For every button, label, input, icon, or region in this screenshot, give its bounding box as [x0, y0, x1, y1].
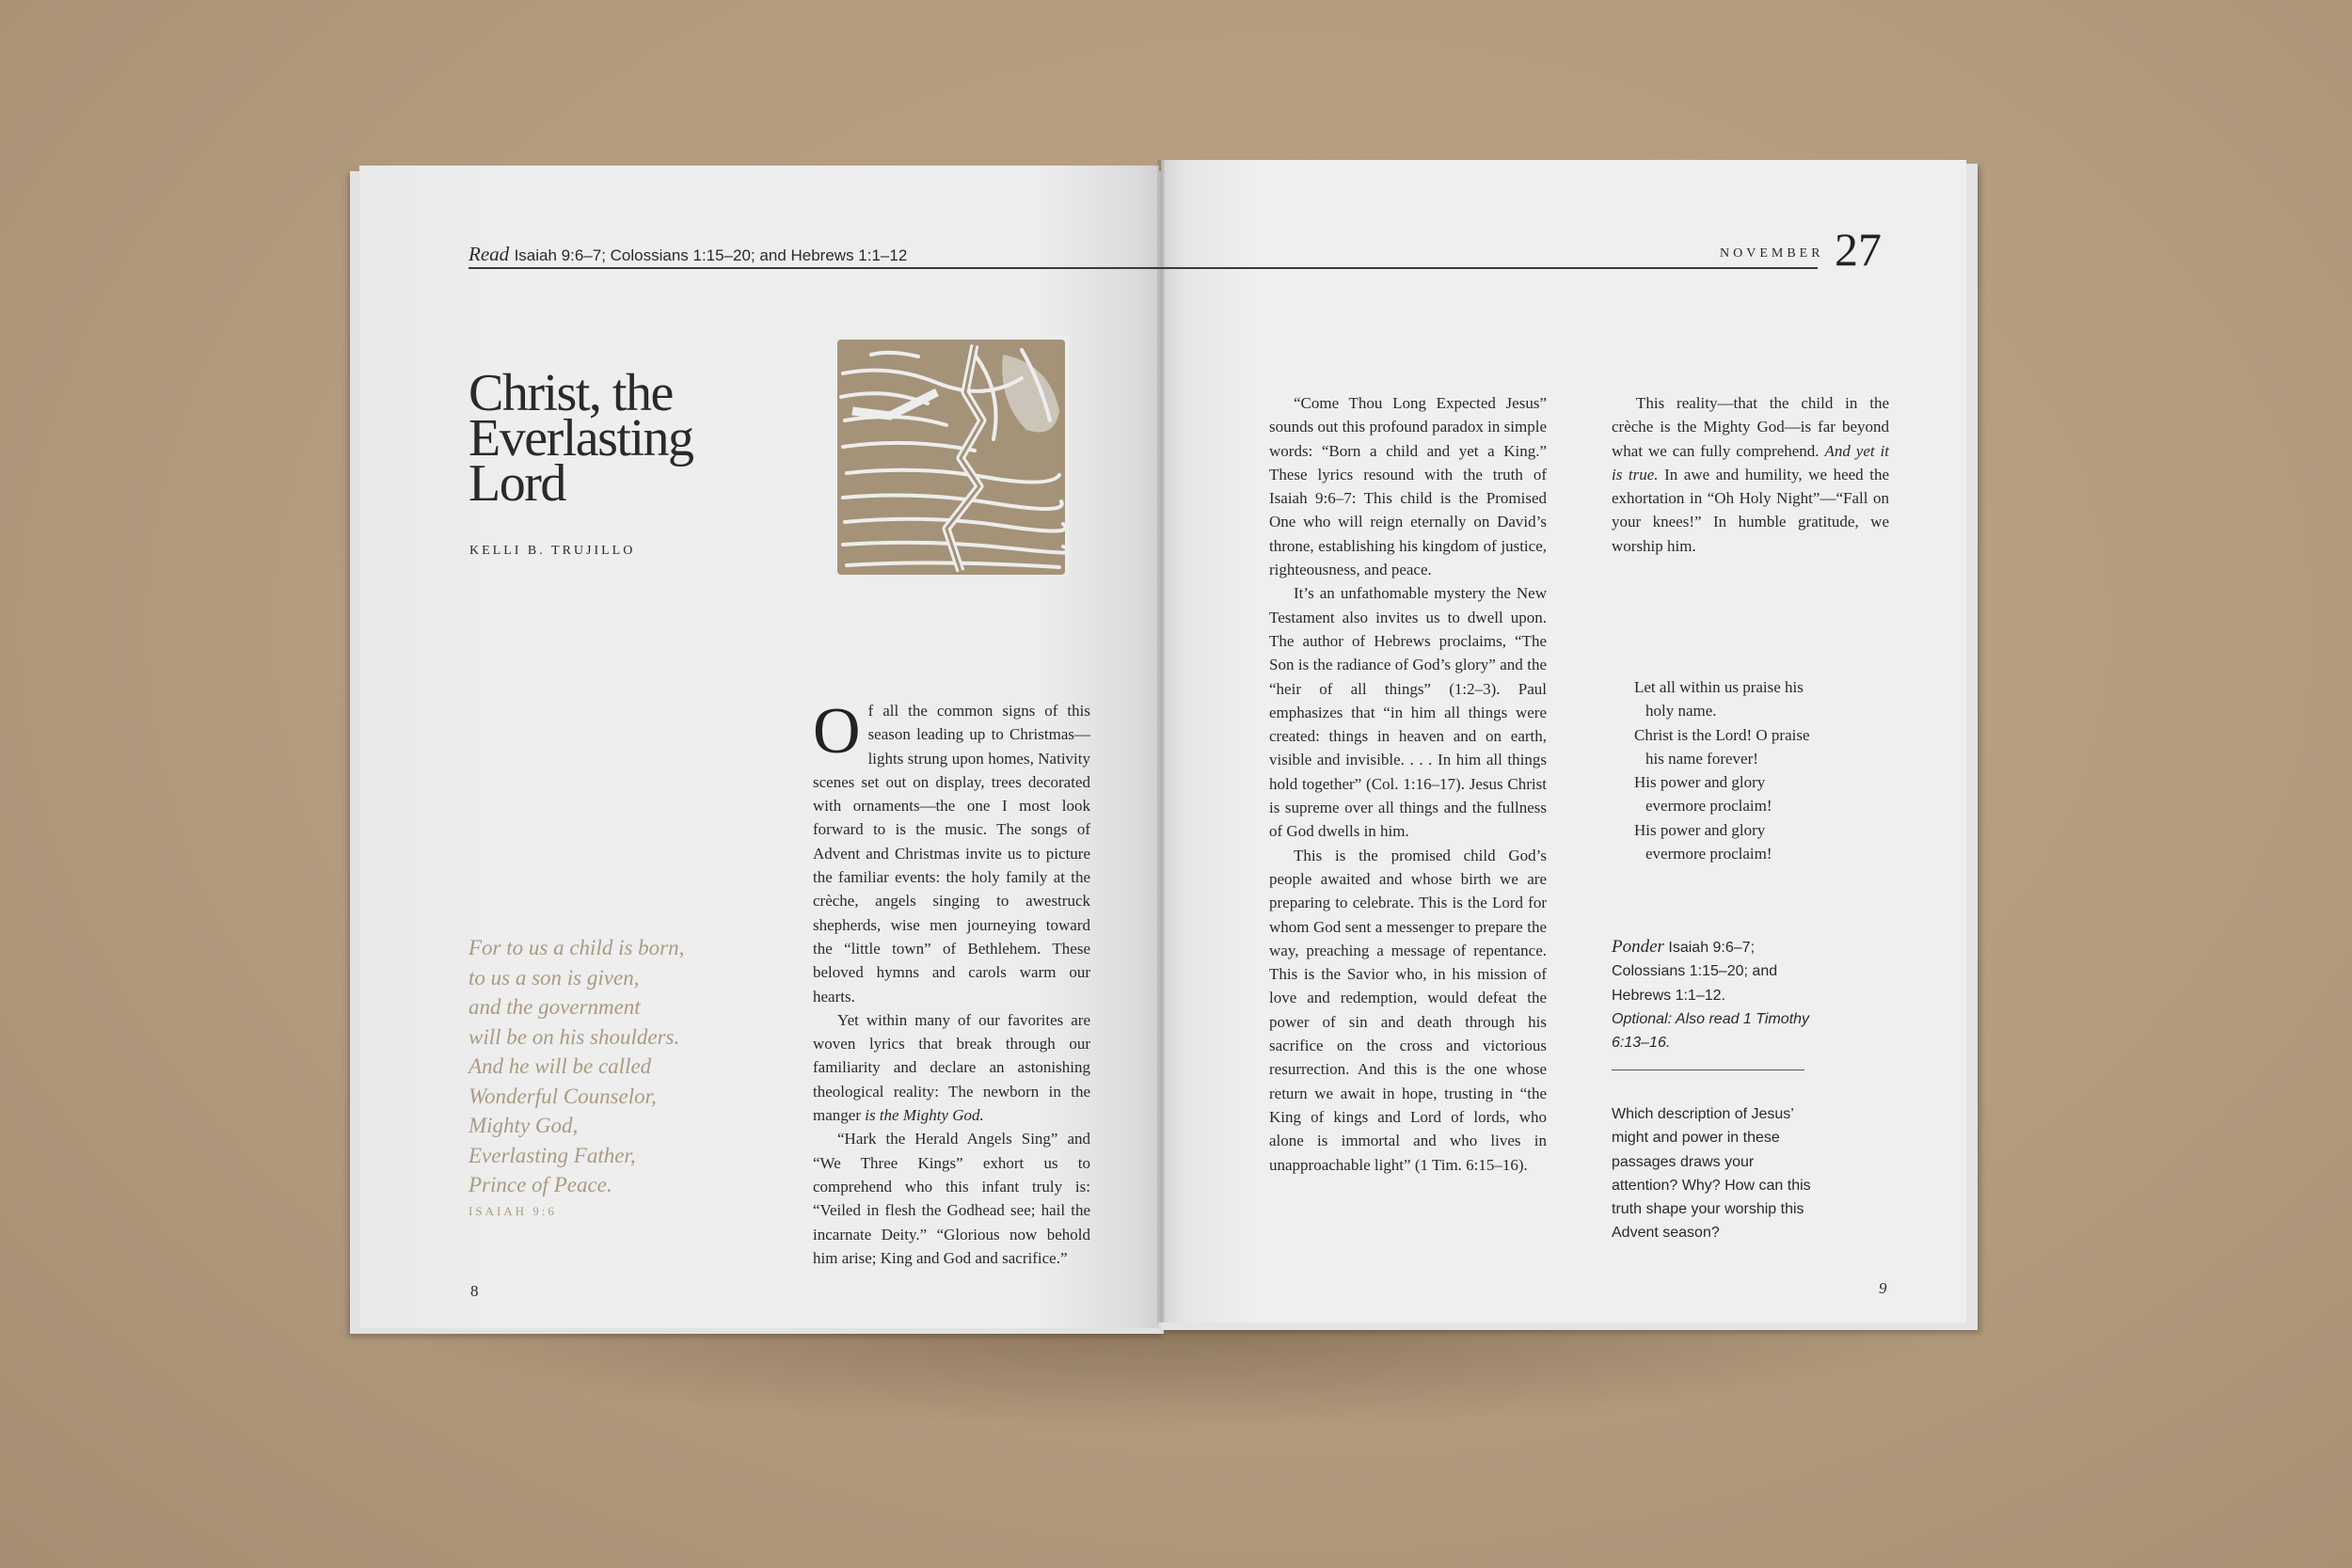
paragraph-text: f all the common signs of this season leading up to Christmas—lights strung upon homes, Nativity scenes set out on display, trees decorated with ornaments—the one I most look forward to is the music. The songs of Advent and Christmas invite us to picture the familiar events: the holy family at the crèche, angels singing to awestruck shepherds, wise men journeying toward the “little town” of Bethlehem. These beloved hymns and carols warm our hearts. [813, 702, 1090, 1006]
paragraph-text: Yet within many of our favorites are woven lyrics that break through our familiarity and declare an astonishing theological reality: The newborn in the manger [813, 1010, 1090, 1125]
paragraph-text: This is the promised child God’s people awaited and whose birth we are preparing to celebrate. This is the Lord for whom God sent a messenger to prepare the way, preaching a message of repentance. This is the Savior who, in his mission of love and redemption, would defeat the power of sin and death through his sacrifice on the cross and victorious resurrection. And this is the one whose return we await in hope, trusting in “the King of kings and Lord of lords, who alone is immortal and who lives in unapproachable light” (1 Tim. 6:15–16). [1269, 846, 1547, 1174]
hymn-line: his name forever! [1645, 749, 1758, 768]
read-references [469, 243, 907, 266]
paragraph-text: “Hark the Herald Angels Sing” and “We Three Kings” exhort us to comprehend who this infant truly is: “Veiled in flesh the Godhead see; hail the incarnate Deity.” “Glorious now behold him arise; King and God and sacrifice.” [813, 1130, 1090, 1267]
hymn-line: Let all within us praise his [1634, 678, 1804, 696]
opening-paragraph [813, 695, 1090, 1008]
quote-line: and the government [469, 995, 641, 1019]
title-line: Everlasting [469, 409, 693, 467]
paragraph-text: “Come Thou Long Expected Jesus” sounds out this profound paradox in simple words: “Born a child and yet a King.” These lyrics resound with the truth of Isaiah 9:6–7: This child is the Promised One who will reign eternally on David’s throne, establishing his kingdom of justice, righteousness, and peace. [1269, 394, 1547, 579]
paragraph-text: This reality—that the child in the crèche is the Mighty God—is far beyond what we can fully comprehend. [1612, 394, 1889, 460]
hymn-line: holy name. [1645, 702, 1717, 721]
hymn-line: evermore proclaim! [1645, 845, 1772, 863]
emphasis-text: is the Mighty God. [865, 1106, 984, 1125]
quote-line: to us a son is given, [469, 965, 640, 990]
day-number: 27 [1835, 223, 1882, 276]
paragraph-text: It’s an unfathomable mystery the New Testament also invites us to dwell upon. The author of Hebrews proclaims, “The Son is the radiance of God’s glory” and the “heir of all things” (1:2–3). Paul emphasizes that “in him all things were created: things in heaven and on earth, visible and invisible. . . . In him all things hold together” (Col. 1:16–17). Jesus Christ is supreme over all things and the fullness of God dwells in him. [1269, 584, 1547, 841]
title-line: Christ, the [469, 364, 673, 422]
ponder-optional: Optional: Also read 1 Timothy 6:13–16. [1612, 1010, 1810, 1052]
reflection-question: Which description of Jesus’ might and power in these passages draws your attention? Why? How can this truth shape your worship this Advent season? [1612, 1106, 1811, 1242]
paragraph [1269, 844, 1547, 1177]
paragraph [813, 1127, 1090, 1270]
drop-cap: O [813, 695, 861, 768]
ponder-divider [1612, 1069, 1804, 1070]
body-column-1 [813, 695, 1090, 1270]
woodcut-illustration [834, 336, 1069, 578]
header-rule-left [469, 267, 1189, 269]
quote-line: For to us a child is born, [469, 936, 685, 959]
body-column-2 [1269, 391, 1547, 1177]
read-refs: Isaiah 9:6–7; Colossians 1:15–20; and Hebrews 1:1–12 [514, 246, 908, 264]
hymn-line: His power and glory [1634, 820, 1766, 839]
paragraph [813, 1008, 1090, 1127]
page-number-left: 8 [470, 1282, 479, 1300]
ponder-refs: Isaiah 9:6–7; Colossians 1:15–20; and Hebrews 1:1–12. [1612, 940, 1778, 1004]
title-line: Lord [469, 454, 565, 513]
author-byline: KELLI B. TRUJILLO [469, 544, 636, 558]
sidebar-quote [469, 933, 751, 1200]
hymn-line: evermore proclaim! [1645, 797, 1772, 816]
month-label: NOVEMBER [1720, 246, 1824, 261]
quote-line: Everlasting Father, [469, 1143, 636, 1167]
hymn-lyrics [1634, 675, 1810, 865]
hymn-line: Christ is the Lord! O praise [1634, 725, 1810, 744]
page-number-right: 9 [1879, 1279, 1887, 1297]
paragraph [1269, 581, 1547, 843]
ponder-label: Ponder [1612, 937, 1664, 957]
ponder-box [1612, 935, 1828, 1054]
quote-line: And he will be called [469, 1054, 652, 1078]
book-gutter [1157, 160, 1165, 1323]
header-rule-right [1178, 267, 1818, 269]
body-column-3 [1612, 391, 1889, 638]
quote-line: Mighty God, [469, 1114, 579, 1137]
article-title [469, 364, 770, 513]
paragraph-text: In awe and humility, we heed the exhortation in “Oh Holy Night”—“Fall on your knees!” In humble gratitude, we worship him. [1612, 465, 1889, 555]
quote-line: Prince of Peace. [469, 1173, 612, 1196]
quote-line: Wonderful Counselor, [469, 1084, 657, 1108]
quote-line: will be on his shoulders. [469, 1024, 680, 1049]
quote-reference: ISAIAH 9:6 [469, 1204, 557, 1218]
emphasis-text: And yet it is true. [1612, 441, 1889, 483]
read-label: Read [469, 243, 510, 265]
paragraph [1269, 391, 1547, 581]
hymn-line: His power and glory [1634, 773, 1766, 792]
paragraph [1612, 391, 1889, 558]
